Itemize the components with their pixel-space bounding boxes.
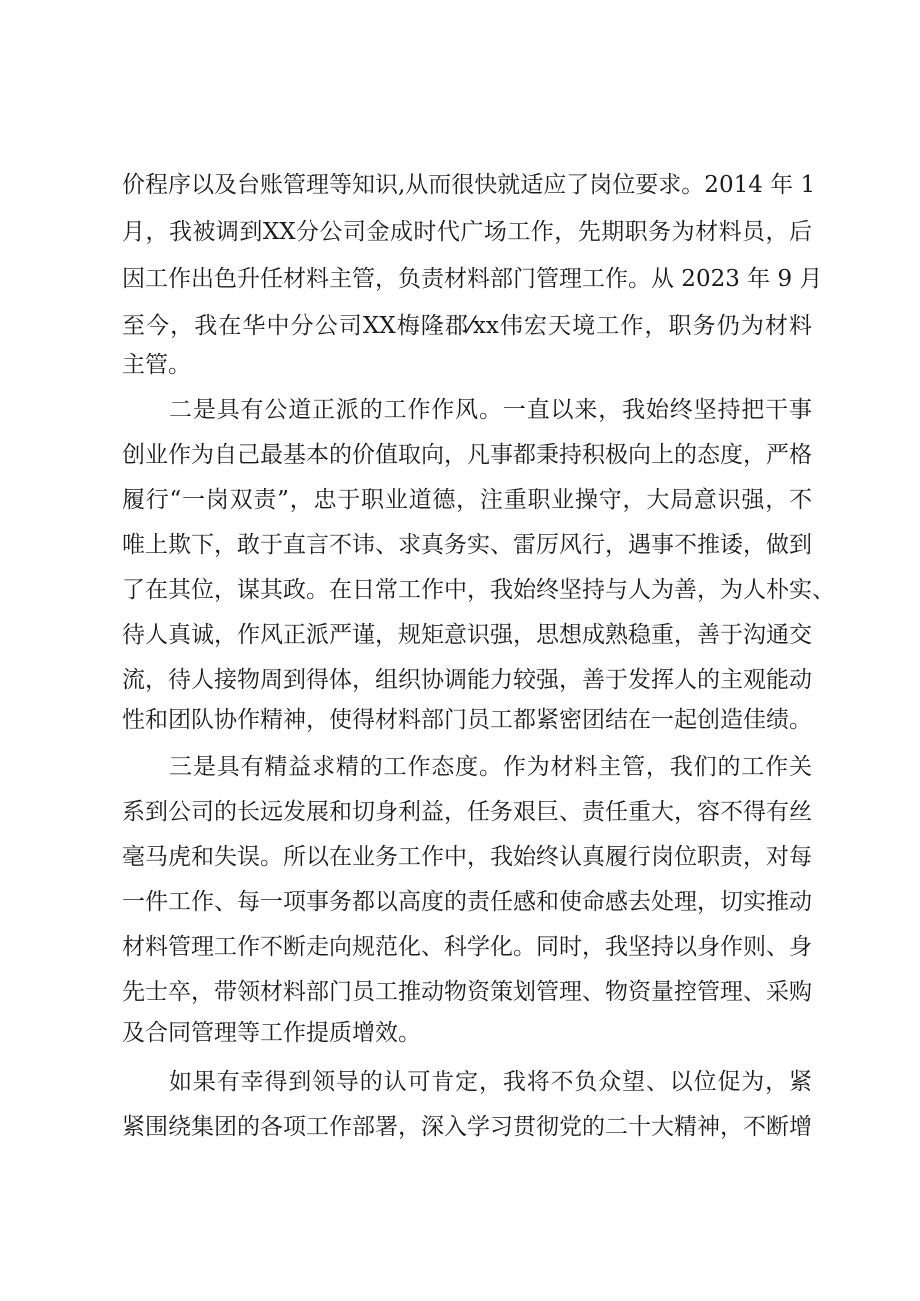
text-line: 主管。 (122, 352, 191, 378)
text-line: 月，我被调到XX分公司金成时代广场工作，先期职务为材料员，后 (122, 219, 812, 245)
text-line: 流，待人接物周到得体，组织协调能力较强，善于发挥人的主观能动 (122, 667, 812, 693)
text-line: 毫马虎和失误。所以在业务工作中，我始终认真履行岗位职责，对每 (122, 844, 812, 870)
text-line: 创业作为自己最基本的价值取向，凡事都秉持积极向上的态度，严格 (122, 442, 812, 468)
text-line: 材料管理工作不断走向规范化、科学化。同时，我坚持以身作则、身 (122, 934, 812, 960)
text-line: 性和团队协作精神，使得材料部门员工都紧密团结在一起创造佳绩。 (122, 707, 812, 733)
text-line: 价程序以及台账管理等知识,从而很快就适应了岗位要求。2014 年 1 (122, 172, 816, 198)
text-line: 及合同管理等工作提质增效。 (122, 1020, 421, 1046)
text-line: 履行“一岗双责”，忠于职业道德，注重职业操守，大局意识强，不 (122, 487, 812, 513)
paragraph-first-line: 三是具有精益求精的工作态度。作为材料主管，我们的工作关 (169, 754, 812, 780)
paragraph-first-line: 二是具有公道正派的工作作风。一直以来，我始终坚持把干事 (169, 397, 812, 423)
text-line: 系到公司的长远发展和切身利益，任务艰巨、责任重大，容不得有丝 (122, 799, 812, 825)
text-line: 紧围绕集团的各项工作部署，深入学习贯彻党的二十大精神，不断增 (122, 1114, 812, 1140)
text-line: 先士卒，带领材料部门员工推动物资策划管理、物资量控管理、采购 (122, 979, 812, 1005)
paragraph-first-line: 如果有幸得到领导的认可肯定，我将不负众望、以位促为，紧 (169, 1069, 812, 1095)
text-line: 因工作出色升任材料主管，负责材料部门管理工作。从 2023 年 9 月 (122, 266, 823, 292)
text-line: 待人真诚，作风正派严谨，规矩意识强，思想成熟稳重，善于沟通交 (122, 622, 812, 648)
text-line: 了在其位，谋其政。在日常工作中，我始终坚持与人为善，为人朴实、 (122, 577, 835, 603)
text-line: 一件工作、每一项事务都以高度的责任感和使命感去处理，切实推动 (122, 889, 812, 915)
text-line: 唯上欺下，敢于直言不讳、求真务实、雷厉风行，遇事不推诿，做到 (122, 532, 812, 558)
text-line: 至今，我在华中分公司XX梅隆郡⁄xx伟宏天境工作，职务仍为材料 (122, 313, 812, 339)
